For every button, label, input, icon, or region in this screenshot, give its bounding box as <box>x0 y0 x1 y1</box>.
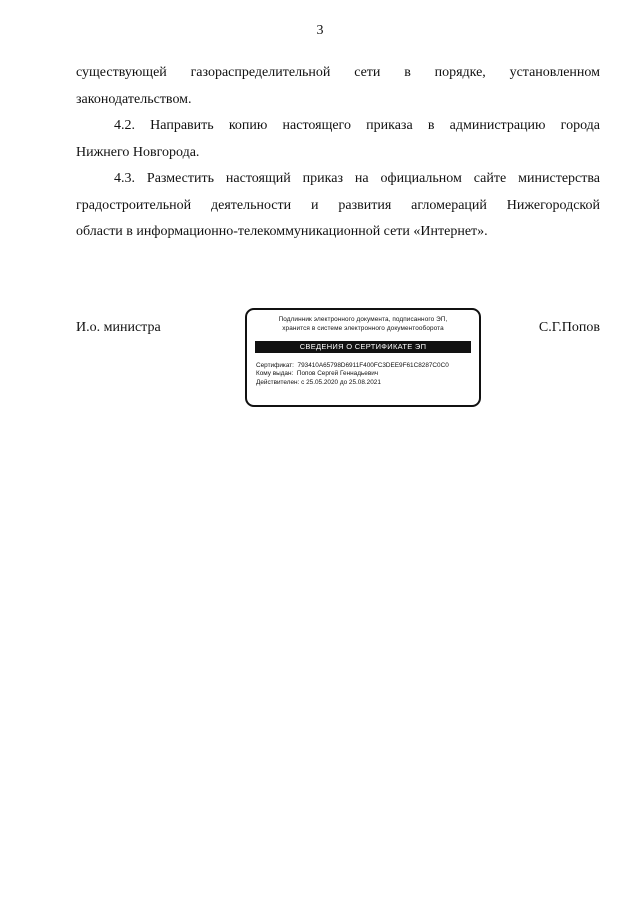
validity-value: с 25.05.2020 до 25.08.2021 <box>301 378 381 386</box>
certificate-label: Сертификат: <box>256 362 294 369</box>
page-number: 3 <box>316 23 324 38</box>
signer-name: С.Г.Попов <box>538 320 600 335</box>
paragraph-4-1-continuation-line-1: существующей газораспределительной сети в порядке, установленном <box>76 65 600 80</box>
certificate-value: 793410A65798D6911F400FC3DEE9F61C8287C0C0 <box>297 362 449 369</box>
paragraph-4-1-continuation-line-2: законодательством. <box>76 91 192 107</box>
validity-row <box>256 379 479 387</box>
paragraph-4-2-line-1: 4.2. Направить копию настоящего приказа в администрацию города <box>114 118 600 133</box>
paragraph-4-2-line-2: Нижнего Новгорода. <box>76 144 200 160</box>
stamp-header-line-2: хранится в системе электронного документооборота <box>282 324 444 332</box>
validity-label: Действителен: <box>256 378 300 386</box>
stamp-header <box>247 316 479 333</box>
paragraph-4-3-line-3: области в информационно-телекоммуникационной сети «Интернет». <box>76 224 488 239</box>
issued-to-label: Кому выдан: <box>256 370 294 378</box>
signature-block <box>76 308 600 412</box>
signer-position: И.о. министра <box>76 320 161 335</box>
electronic-signature-stamp <box>245 308 481 407</box>
stamp-certificate-title: СВЕДЕНИЯ О СЕРТИФИКАТЕ ЭП <box>255 341 471 353</box>
document-body <box>76 60 600 246</box>
paragraph-4-3-line-2: градостроительной деятельности и развития агломераций Нижегородской <box>76 197 600 213</box>
stamp-certificate-details <box>256 362 479 387</box>
issued-to-value: Попов Сергей Геннадьевич <box>296 370 379 378</box>
issued-to-row <box>256 370 479 378</box>
paragraph-4-3-line-1: 4.3. Разместить настоящий приказ на официальном сайте министерства <box>114 171 600 186</box>
stamp-header-line-1: Подлинник электронного документа, подписанного ЭП, <box>278 316 448 323</box>
